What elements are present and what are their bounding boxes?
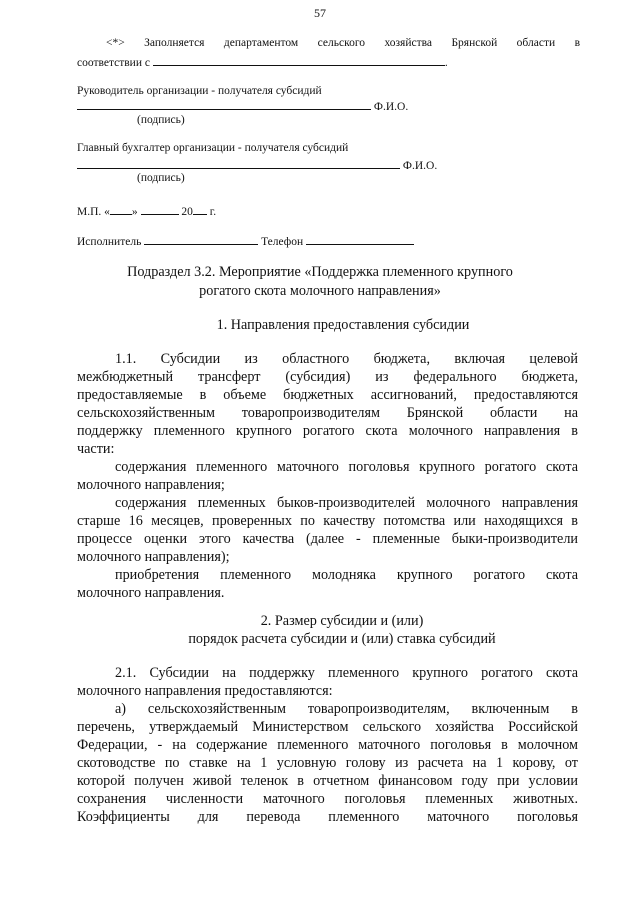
s1-line-3: предоставляемые в объеме бюджетных ассигнований, предоставляются [77, 387, 578, 403]
executor-line [77, 233, 414, 249]
s2-line-2: молочного направления предоставляются: [77, 683, 333, 699]
subsection-title-line-1: Подраздел 3.2. Мероприятие «Поддержка племенного крупного [127, 264, 513, 280]
executor-label: Исполнитель [77, 236, 142, 248]
s1-line-6: части: [77, 441, 115, 457]
section-1-heading: 1. Направления предоставления субсидии [216, 317, 470, 333]
s2-line-7: которой получен живой теленок в отчетном финансовом году при условии [77, 773, 578, 789]
s2-line-6: скотоводстве по ставке на 1 условную голову из расчета на 1 корову, от [77, 755, 578, 771]
s1-line-5: поддержку племенного крупного рогатого скота молочного направления в [77, 423, 578, 439]
mp-year-blank [193, 203, 207, 215]
section-2-heading-line-2: порядок расчета субсидии и (или) ставка субсидий [188, 631, 496, 647]
mp-mid: » [131, 206, 138, 218]
head-blank-line [77, 98, 371, 110]
accountant-title: Главный бухгалтер организации - получателя субсидий [77, 142, 349, 154]
s1-line-12: молочного направления); [77, 549, 230, 565]
s1-line-10: старше 16 месяцев, проверенных по качеству потомства или находящихся в [77, 513, 578, 529]
mp-year-suffix: г. [209, 206, 217, 218]
accountant-fio: Ф.И.О. [402, 160, 438, 172]
page-number: 57 [314, 6, 326, 20]
executor-blank [144, 233, 258, 245]
footnote-line-2 [77, 54, 448, 70]
s1-line-13: приобретения племенного молодняка крупного рогатого скота [115, 567, 578, 583]
s2-line-3: а) сельскохозяйственным товаропроизводителям, включенным в [115, 701, 578, 717]
s2-line-1: 2.1. Субсидии на поддержку племенного крупного рогатого скота [115, 665, 578, 681]
s1-line-2: межбюджетный трансферт (субсидия) из федерального бюджета, [77, 369, 578, 385]
s2-line-9: Коэффициенты для перевода племенного маточного поголовья [77, 809, 578, 825]
head-title: Руководитель организации - получателя субсидий [77, 85, 322, 97]
footnote-prefix: соответствии с [77, 57, 150, 69]
s2-line-4: перечень, утверждаемый Министерством сельского хозяйства Российской [77, 719, 578, 735]
mp-day-blank [110, 203, 132, 215]
subsection-title-line-2: рогатого скота молочного направления» [199, 283, 441, 299]
s2-line-5: Федерации, - на содержание племенного маточного поголовья в молочном [77, 737, 578, 753]
head-sign-caption: (подпись) [137, 114, 185, 126]
s1-line-11: процессе оценки этого качества (далее - племенные быки-производители [77, 531, 578, 547]
phone-label: Телефон [261, 236, 304, 248]
head-signature-line [77, 98, 408, 114]
s1-line-9: содержания племенных быков-производителей молочного направления [115, 495, 578, 511]
section-2-heading-line-1: 2. Размер субсидии и (или) [260, 613, 424, 629]
accountant-signature-line [77, 157, 437, 173]
s2-line-8: сохранения численности маточного поголовья племенных животных. [77, 791, 578, 807]
footnote-blank-line [153, 54, 445, 66]
s1-line-8: молочного направления; [77, 477, 225, 493]
s1-line-7: содержания племенного маточного поголовья крупного рогатого скота [115, 459, 578, 475]
accountant-sign-caption: (подпись) [137, 172, 185, 184]
accountant-blank-line [77, 157, 400, 169]
head-fio: Ф.И.О. [373, 101, 409, 113]
footnote-suffix: . [444, 57, 448, 69]
mp-year-prefix: 20 [181, 206, 193, 218]
footnote-line-1: <*> Заполняется департаментом сельского хозяйства Брянской области в [106, 37, 580, 49]
mp-prefix: М.П. « [77, 206, 110, 218]
phone-blank [306, 233, 414, 245]
mp-month-blank [141, 203, 179, 215]
s1-line-4: сельскохозяйственным товаропроизводителям Брянской области на [77, 405, 578, 421]
mp-date-line [77, 203, 216, 219]
s1-line-14: молочного направления. [77, 585, 225, 601]
s1-line-1: 1.1. Субсидии из областного бюджета, включая целевой [115, 351, 578, 367]
